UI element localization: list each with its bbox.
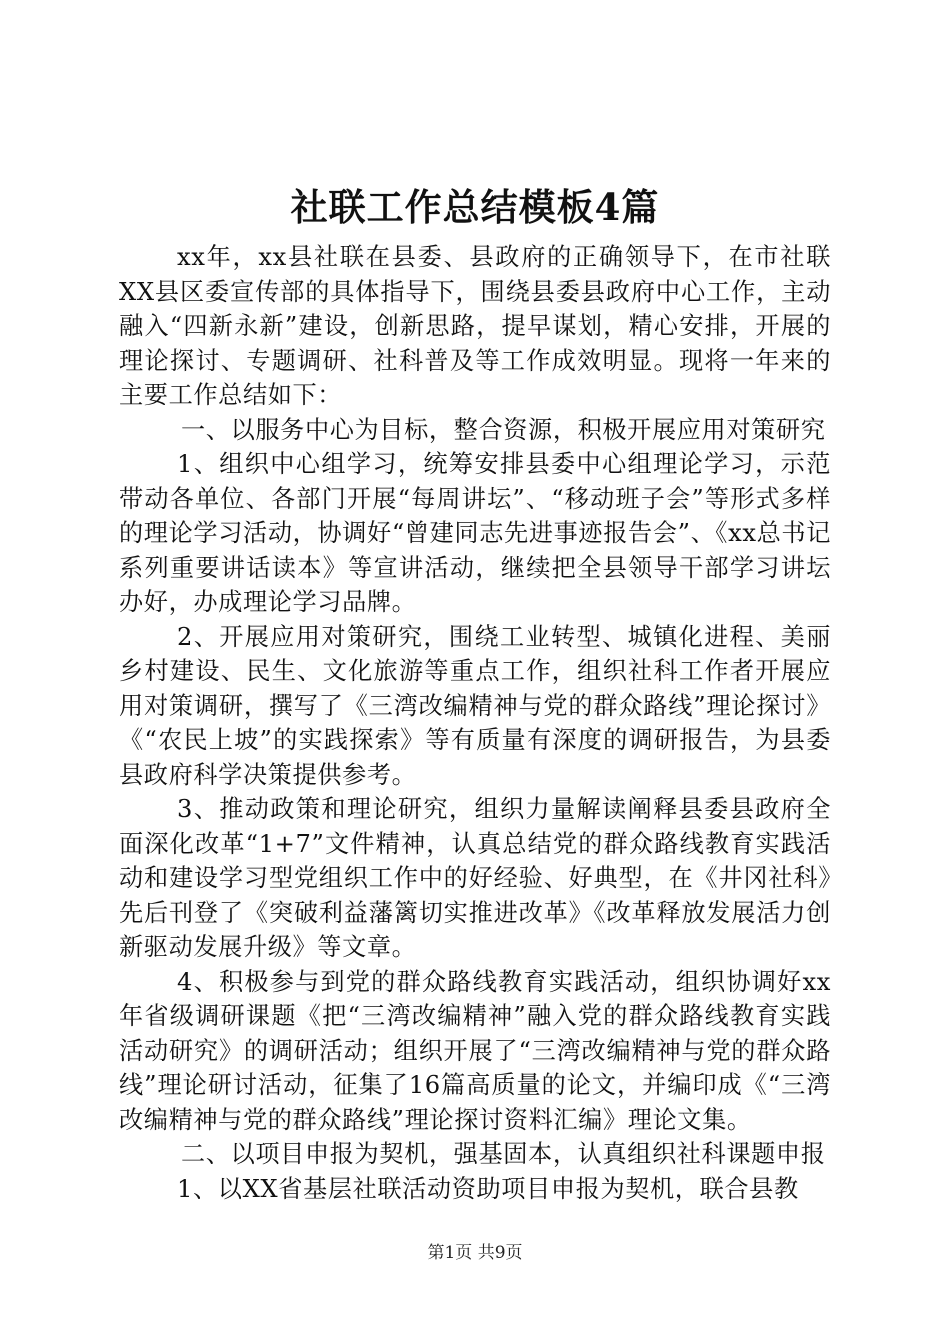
section-1-item-3: 3、推动政策和理论研究，组织力量解读阐释县委县政府全面深化改革“1+7”文件精神，认真总结党的群众路线教育实践活动和建设学习型党组织工作中的好经验、好典型，在《井冈社科》先后刊登了《突破利益藩篱切实推进改革》《改革释放发展活力创新驱动发展升级》等文章。: [119, 795, 831, 961]
document-body: [119, 240, 831, 1206]
intro-paragraph: xx年，xx县社联在县委、县政府的正确领导下，在市社联XX县区委宣传部的具体指导下，围绕县委县政府中心工作，主动融入“四新永新”建设，创新思路，提早谋划，精心安排，开展的理论探讨、专题调研、社科普及等工作成效明显。现将一年来的主要工作总结如下：: [119, 243, 831, 409]
section-1-item-2: 2、开展应用对策研究，围绕工业转型、城镇化进程、美丽乡村建设、民生、文化旅游等重点工作，组织社科工作者开展应用对策调研，撰写了《三湾改编精神与党的群众路线”理论探讨》《“农民上坡”的实践探索》等有质量有深度的调研报告，为县委县政府科学决策提供参考。: [119, 622, 831, 789]
document-title: 社联工作总结模板4篇: [290, 185, 660, 229]
page-indicator: 第1页 共9页: [427, 1243, 523, 1263]
section-1-item-4: 4、积极参与到党的群众路线教育实践活动，组织协调好xx年省级调研课题《把“三湾改编精神”融入党的群众路线教育实践活动研究》的调研活动；组织开展了“三湾改编精神与党的群众路线”理论研讨活动，征集了16篇高质量的论文，并编印成《“三湾改编精神与党的群众路线”理论探讨资料汇编》理论文集。: [119, 967, 831, 1134]
section-heading-2: 二、以项目申报为契机，强基固本，认真组织社科课题申报: [181, 1140, 826, 1168]
section-1-item-1: 1、组织中心组学习，统筹安排县委中心组理论学习，示范带动各单位、各部门开展“每周讲坛”、“移动班子会”等形式多样的理论学习活动，协调好“曾建同志先进事迹报告会”、《xx总书记系列重要讲话读本》等宣讲活动，继续把全县领导干部学习讲坛办好，办成理论学习品牌。: [119, 450, 831, 616]
section-heading-1: 一、以服务中心为目标，整合资源，积极开展应用对策研究: [181, 415, 826, 444]
section-2-item-1: 1、以XX省基层社联活动资助项目申报为契机，联合县教: [177, 1174, 799, 1203]
